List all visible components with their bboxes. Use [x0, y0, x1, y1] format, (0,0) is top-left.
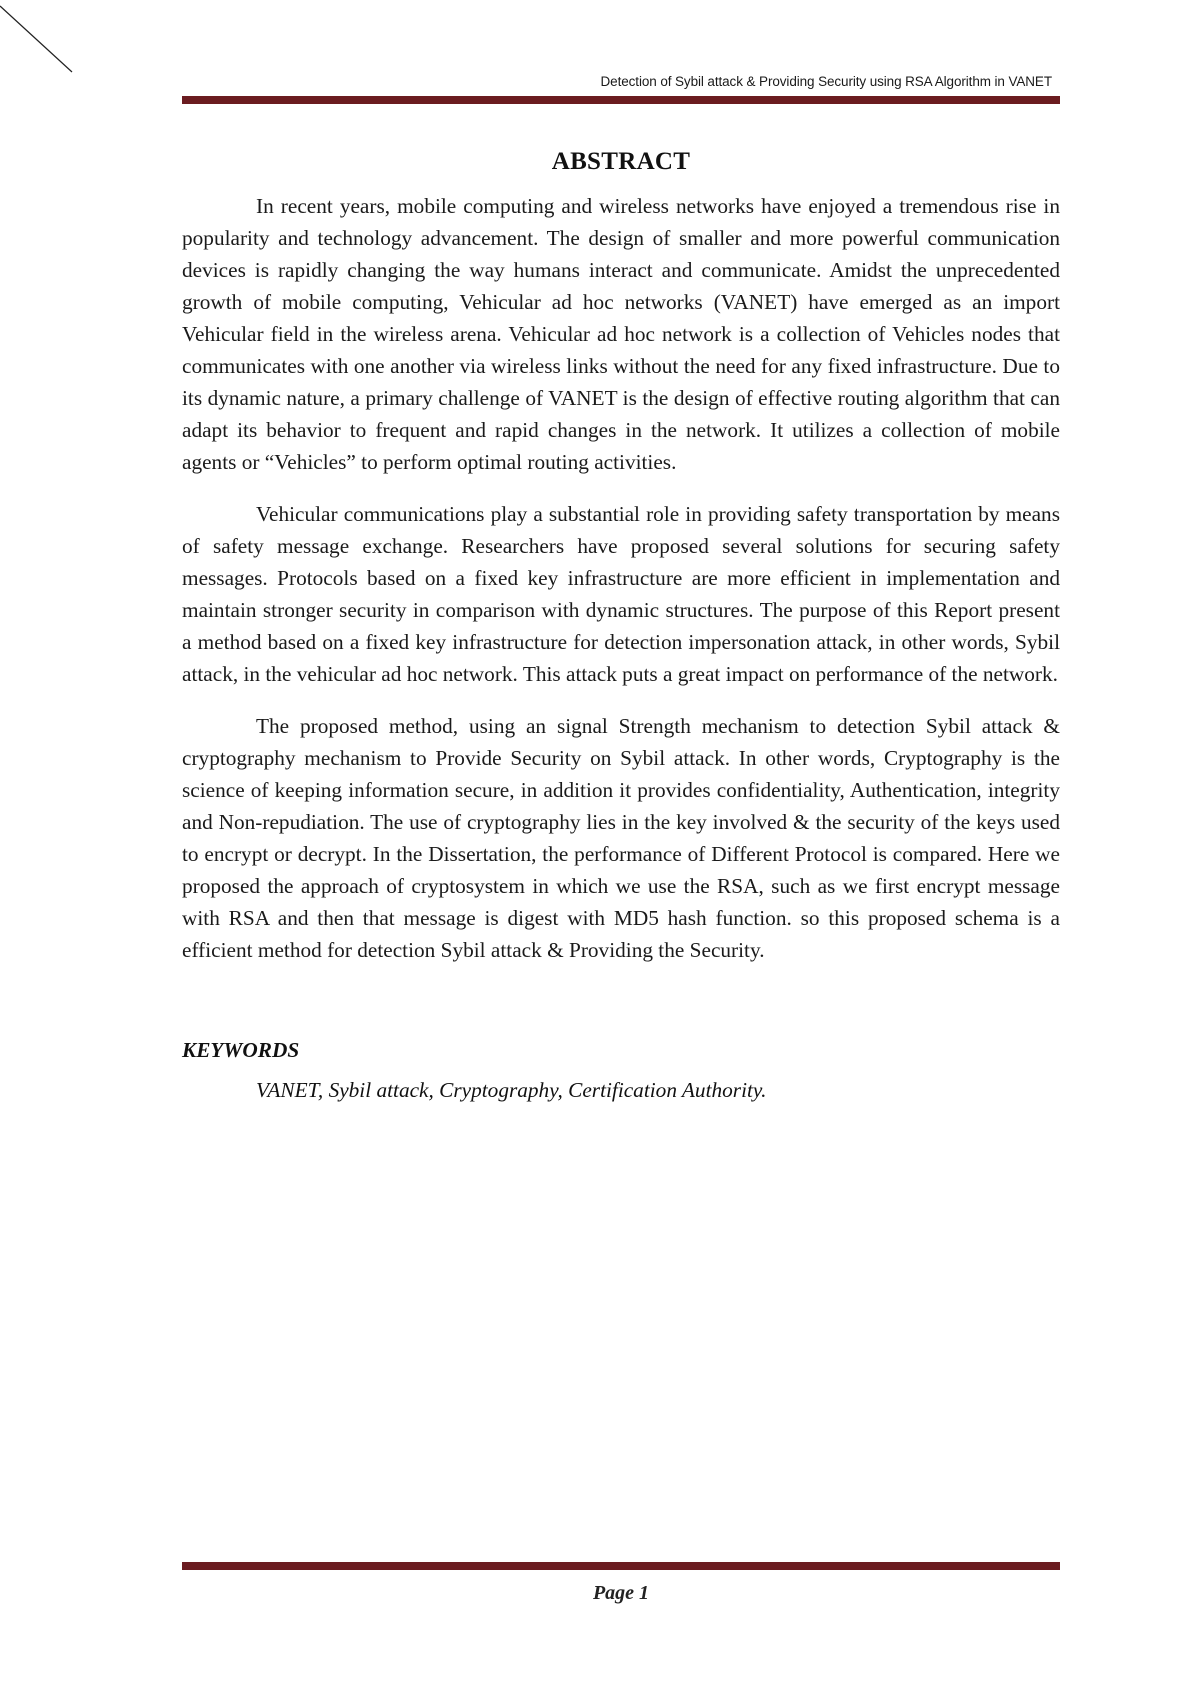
page-body [182, 148, 1060, 1106]
header-rule [182, 96, 1060, 104]
running-header: Detection of Sybil attack & Providing Security using RSA Algorithm in VANET [600, 74, 1052, 89]
abstract-title: ABSTRACT [551, 148, 691, 175]
keywords-heading: KEYWORDS [182, 1038, 300, 1062]
keywords-list: VANET, Sybil attack, Cryptography, Certification Authority. [256, 1078, 767, 1102]
corner-crop-line [0, 0, 80, 80]
footer-rule [182, 1562, 1060, 1570]
abstract-paragraph-1: In recent years, mobile computing and wireless networks have enjoyed a tremendous rise in popularity and technology advancement. The design of smaller and more powerful communication devices is rapidly changing the way humans interact and communicate. Amidst the unprecedented growth of mobile computing, Vehicular ad hoc networks (VANET) have emerged as an import Vehicular field in the wireless arena. Vehicular ad hoc network is a collection of Vehicles nodes that communicates with one another via wireless links without the need for any fixed infrastructure. Due to its dynamic nature, a primary challenge of VANET is the design of effective routing algorithm that can adapt its behavior to frequent and rapid changes in the network. It utilizes a collection of mobile agents or “Vehicles” to perform optimal routing activities. [182, 194, 1060, 474]
page-number: Page 1 [592, 1582, 650, 1604]
abstract-paragraph-2: Vehicular communications play a substantial role in providing safety transportation by means of safety message exchange. Researchers have proposed several solutions for securing safety messages. Protocols based on a fixed key infrastructure are more efficient in implementation and maintain stronger security in comparison with dynamic structures. The purpose of this Report present a method based on a fixed key infrastructure for detection impersonation attack, in other words, Sybil attack, in the vehicular ad hoc network. This attack puts a great impact on performance of the network. [182, 502, 1060, 686]
abstract-paragraph-3: The proposed method, using an signal Strength mechanism to detection Sybil attack & cryptography mechanism to Provide Security on Sybil attack. In other words, Cryptography is the science of keeping information secure, in addition it provides confidentiality, Authentication, integrity and Non-repudiation. The use of cryptography lies in the key involved & the security of the keys used to encrypt or decrypt. In the Dissertation, the performance of Different Protocol is compared. Here we proposed the approach of cryptosystem in which we use the RSA, such as we first encrypt message with RSA and then that message is digest with MD5 hash function. so this proposed schema is a efficient method for detection Sybil attack & Providing the Security. [182, 714, 1060, 962]
